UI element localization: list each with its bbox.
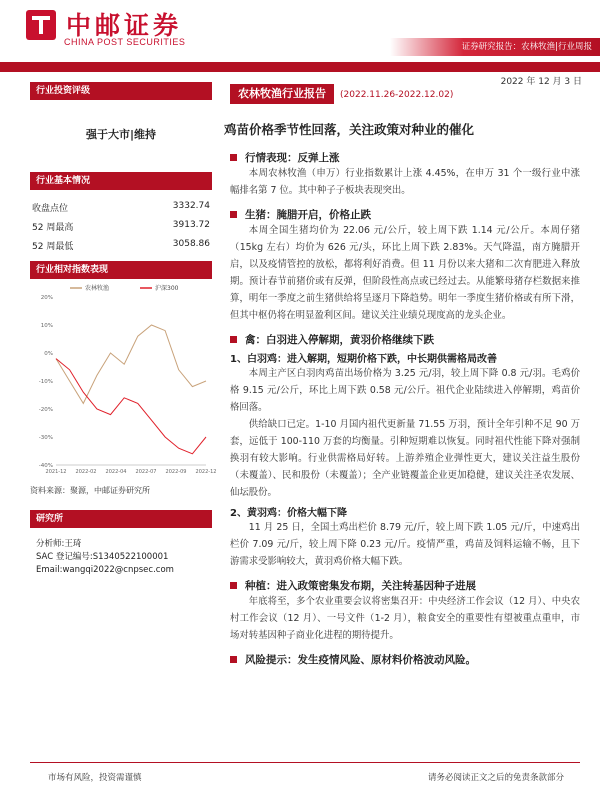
bullet-square-icon bbox=[230, 211, 237, 218]
paragraph: 年底将至，多个农业重要会议将密集召开：中央经济工作会议（12 月）、中央农村工作会议（12 月）、一号文件（1-2 月），粮食安全的重要性有望被重点重申，市场对转基因种子商业化进程的期待提升。 bbox=[230, 596, 580, 641]
paragraph: 本周主产区白羽肉鸡苗出场价格为 3.25 元/羽，较上周下降 0.8 元/羽。毛鸡价格 9.15 元/公斤，环比上周下跌 0.58 元/公斤。祖代企业陆续进入停解期，鸡苗价格回落。 bbox=[230, 368, 580, 413]
page-header bbox=[0, 0, 600, 62]
logo-text-cn: 中邮证券 bbox=[66, 11, 183, 40]
section-poultry bbox=[230, 332, 580, 570]
logo-text-en: CHINA POST SECURITIES bbox=[64, 37, 186, 47]
analyst-name: 分析师:王琦 bbox=[36, 539, 82, 549]
section-risk bbox=[230, 652, 580, 667]
analyst-email: Email:wangqi2022@cnpsec.com bbox=[36, 565, 174, 575]
bullet-square-icon bbox=[230, 336, 237, 343]
basics-row: 52 周最低 3058.86 bbox=[32, 239, 210, 252]
series-line-1 bbox=[56, 359, 206, 454]
china-post-logo-icon bbox=[26, 10, 56, 40]
section-title: 风险提示：发生疫情风险、原材料价格波动风险。 bbox=[245, 654, 476, 666]
report-type-banner: 证券研究报告：农林牧渔|行业周报 bbox=[390, 38, 600, 56]
paragraph: 本周农林牧渔（申万）行业指数累计上涨 4.45%，在申万 31 个一级行业中涨幅排名第 7 位。其中种子子板块表现突出。 bbox=[230, 168, 580, 196]
chart-source: 资料来源：聚源，中邮证券研究所 bbox=[30, 486, 150, 495]
y-tick-label: -10% bbox=[38, 379, 53, 385]
legend-label: 沪深300 bbox=[155, 285, 179, 292]
paragraph: 11 月 25 日，全国土鸡出栏价 8.79 元/斤，较上周下跌 1.05 元/斤，中速鸡出栏价 7.09 元/斤，较上周下降 0.23 元/斤。疫情严重，鸡苗及饲料运输不畅，且下游需求受影响较大，黄羽鸡价格大幅下跌。 bbox=[230, 522, 580, 567]
section-title: 种植：进入政策密集发布期，关注转基因种子进展 bbox=[245, 580, 476, 592]
header-divider bbox=[0, 62, 600, 72]
bullet-square-icon bbox=[230, 656, 237, 663]
section-planting bbox=[230, 578, 580, 644]
y-tick-label: 10% bbox=[40, 323, 53, 329]
relative-index-chart bbox=[30, 279, 217, 479]
subsection-title: 2、黄羽鸡：价格大幅下降 bbox=[230, 508, 347, 519]
bullet-square-icon bbox=[230, 154, 237, 161]
x-tick-label: 2022-09 bbox=[165, 469, 187, 475]
paragraph: 本周全国生猪均价为 22.06 元/公斤，较上周下跌 1.14 元/公斤。本周仔猪（15kg 左右）均价为 626 元/头，环比上周下跌 2.83%。天气降温，南方腌腊开启，以及疫情管控的放松，都将利好消费。但 11 月份以来大猪和二次育肥进入释放期。预计春节前猪价或有反弹，但阶段性高点或已经过去。从能繁母猪存栏数据来推算，明年一季度之前生猪供给将呈逐月下降趋势。明年一季度生猪价格或有所下滑，但其中枢仍将在明显盈利区间。建议关注业绩兑现度高的龙头企业。 bbox=[230, 225, 580, 321]
industry-rating: 强于大市|维持 bbox=[85, 128, 157, 141]
x-tick-label: 2021-12 bbox=[45, 469, 67, 475]
relative-index-chart-svg bbox=[30, 279, 217, 479]
y-tick-label: -30% bbox=[38, 435, 53, 441]
footer-notice: 请务必阅读正文之后的免责条款部分 bbox=[427, 773, 564, 783]
basics-table bbox=[30, 190, 212, 255]
subsection-title: 1、白羽鸡：进入解期，短期价格下跌，中长期供需格局改善 bbox=[230, 354, 497, 365]
analyst-info bbox=[30, 538, 212, 577]
y-tick-label: 20% bbox=[40, 295, 53, 301]
report-tag: 农林牧渔行业报告 bbox=[230, 84, 334, 104]
rating-heading: 行业投资评级 bbox=[30, 82, 212, 100]
y-tick-label: -40% bbox=[38, 463, 53, 469]
section-title: 生猪：腌腊开启，价格止跌 bbox=[245, 209, 371, 221]
report-date: 2022 年 12 月 3 日 bbox=[500, 77, 582, 87]
x-tick-label: 2022-12 bbox=[195, 469, 217, 475]
footer-divider bbox=[30, 762, 580, 763]
legend-label: 农林牧渔 bbox=[85, 285, 110, 292]
section-title: 禽：白羽进入停解期，黄羽价格继续下跌 bbox=[245, 334, 434, 346]
basics-row: 收盘点位 3332.74 bbox=[32, 201, 210, 214]
basics-row: 52 周最高 3913.72 bbox=[32, 220, 210, 233]
bullet-square-icon bbox=[230, 582, 237, 589]
paragraph: 供给缺口已定。1-10 月国内祖代更新量 71.55 万羽，预计全年引种不足 90 万套，远低于 100-110 万套的均衡量。引种短期难以恢复。同时祖代性能下降对强制换羽有较大影响。行业供需格局好转。上游养殖企业弹性更大，建议关注益生股份（未覆盖）、民和股份（未覆盖）；全产业链覆盖企业更加稳健，建议关注圣农发展、仙坛股份。 bbox=[230, 419, 580, 498]
x-tick-label: 2022-07 bbox=[135, 469, 157, 475]
x-tick-label: 2022-02 bbox=[75, 469, 97, 475]
series-line-0 bbox=[56, 325, 206, 403]
report-period: (2022.11.26-2022.12.02) bbox=[340, 90, 454, 100]
sidebar bbox=[30, 82, 217, 577]
chart-heading: 行业相对指数表现 bbox=[30, 261, 212, 279]
section-market bbox=[230, 150, 580, 199]
analyst-heading: 研究所 bbox=[30, 510, 212, 528]
main-title: 鸡苗价格季节性回落，关注政策对种业的催化 bbox=[224, 122, 475, 137]
report-body bbox=[224, 82, 580, 667]
x-tick-label: 2022-04 bbox=[105, 469, 127, 475]
y-tick-label: -20% bbox=[38, 407, 53, 413]
report-tag-bar bbox=[230, 82, 580, 102]
section-hog bbox=[230, 207, 580, 324]
basics-heading: 行业基本情况 bbox=[30, 172, 212, 190]
footer-disclaimer: 市场有风险，投资需谨慎 bbox=[48, 773, 142, 783]
analyst-sac: SAC 登记编号:S1340522100001 bbox=[36, 552, 169, 562]
y-tick-label: 0% bbox=[44, 351, 53, 357]
section-title: 行情表现：反弹上涨 bbox=[245, 152, 340, 164]
